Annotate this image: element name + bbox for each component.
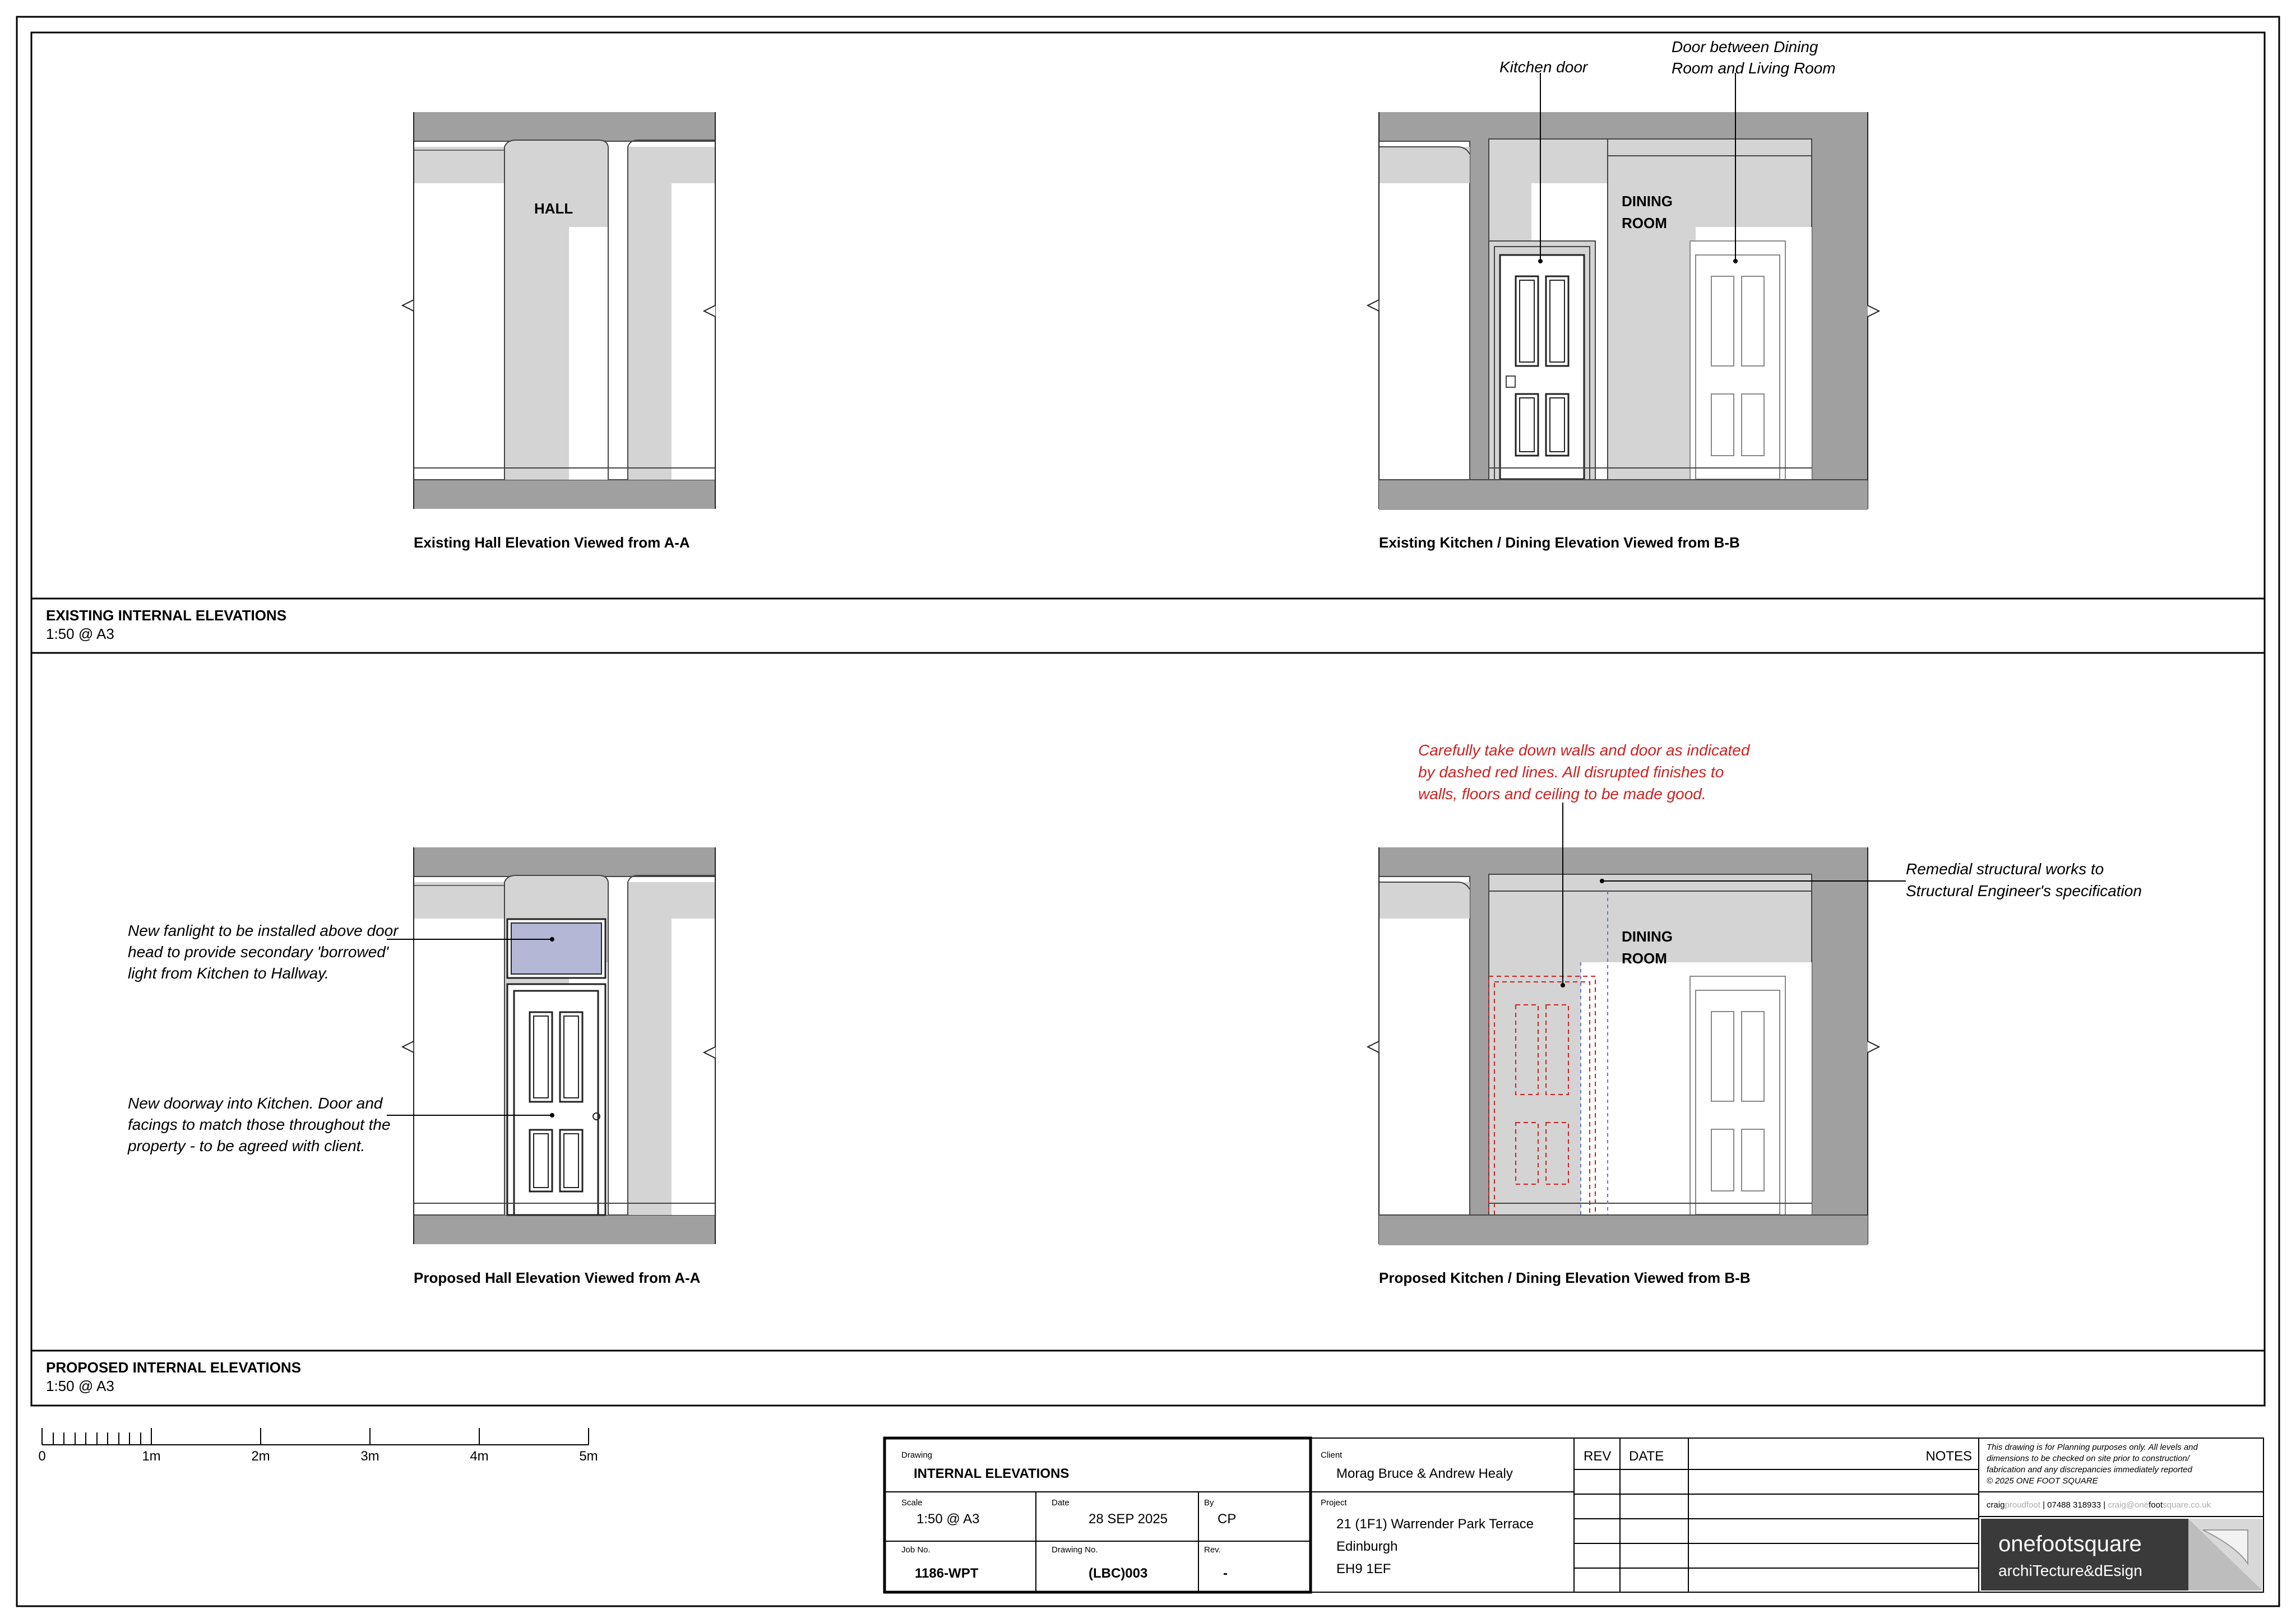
onefootsquare-logo <box>1981 1519 2262 1590</box>
logo-top-text: onefootsquare <box>1998 1532 2142 1556</box>
dining-room-label-1: DINING <box>1622 193 1673 210</box>
disclaimer-4: © 2025 ONE FOOT SQUARE <box>1987 1476 2098 1486</box>
note-doorway-2: facings to match those throughout the <box>128 1116 391 1133</box>
proposed-dining-room-label-2: ROOM <box>1622 950 1667 967</box>
proposed-section-scale: 1:50 @ A3 <box>46 1378 114 1394</box>
scale-label-3: 3m <box>360 1449 379 1464</box>
date-header: DATE <box>1629 1449 1664 1464</box>
note-takedown-3: walls, floors and ceiling to be made good. <box>1418 785 1706 803</box>
existing-kitchen-elevation <box>1368 73 1879 510</box>
note-fanlight-2: head to provide secondary 'borrowed' <box>128 943 389 961</box>
by-label: By <box>1204 1498 1214 1508</box>
scale-label: Scale <box>901 1498 923 1508</box>
proposed-section-title: PROPOSED INTERNAL ELEVATIONS <box>46 1359 302 1376</box>
drawing-title: INTERNAL ELEVATIONS <box>914 1466 1070 1481</box>
existing-hall-caption: Existing Hall Elevation Viewed from A-A <box>414 534 690 551</box>
contact-c: | 07488 318933 | <box>2040 1500 2108 1510</box>
rev-label: Rev. <box>1204 1545 1221 1555</box>
drawing-no-label: Drawing No. <box>1052 1545 1098 1555</box>
date-value: 28 SEP 2025 <box>1089 1511 1168 1527</box>
proposed-kitchen-caption: Proposed Kitchen / Dining Elevation Viewed from B-B <box>1379 1269 1751 1286</box>
scale-value: 1:50 @ A3 <box>916 1511 980 1527</box>
note-structural-2: Structural Engineer's specification <box>1906 882 2142 899</box>
proposed-kitchen-elevation <box>1368 803 1906 1245</box>
logo-bottom-text: archiTecture&dEsign <box>1998 1562 2142 1579</box>
existing-kitchen-caption: Existing Kitchen / Dining Elevation Viewed from B-B <box>1379 534 1740 551</box>
existing-hall-elevation <box>402 112 715 509</box>
disclaimer-3: fabrication and any discrepancies immediately reported <box>1987 1465 2192 1474</box>
rev-header: REV <box>1584 1449 1612 1464</box>
existing-section-scale: 1:50 @ A3 <box>46 625 114 642</box>
sheet-border <box>17 17 2279 1606</box>
job-label: Job No. <box>901 1545 931 1555</box>
scale-label-4: 4m <box>470 1449 489 1464</box>
proposed-hall-elevation <box>387 847 715 1244</box>
dining-room-label-2: ROOM <box>1622 215 1667 231</box>
scale-label-2: 2m <box>251 1449 270 1464</box>
scale-bar <box>42 1428 589 1445</box>
project-line-1: 21 (1F1) Warrender Park Terrace <box>1336 1517 1534 1532</box>
proposed-hall-caption: Proposed Hall Elevation Viewed from A-A <box>414 1269 701 1286</box>
project-line-3: EH9 1EF <box>1336 1561 1391 1576</box>
disclaimer-1: This drawing is for Planning purposes only. All levels and <box>1987 1443 2198 1452</box>
note-doorway-3: property - to be agreed with client. <box>128 1137 365 1154</box>
scale-label-1: 1m <box>142 1449 161 1464</box>
client-value: Morag Bruce & Andrew Healy <box>1336 1466 1513 1481</box>
note-door-between-2: Room and Living Room <box>1672 59 1836 77</box>
scale-label-5: 5m <box>579 1449 598 1464</box>
project-line-2: Edinburgh <box>1336 1539 1398 1554</box>
drawing-no-value: (LBC)003 <box>1089 1566 1148 1581</box>
hall-room-label: HALL <box>534 200 573 217</box>
note-structural-1: Remedial structural works to <box>1906 860 2104 878</box>
client-label: Client <box>1321 1450 1343 1460</box>
contact-f: square.co.uk <box>2163 1500 2211 1510</box>
disclaimer-2: dimensions to be checked on site prior to construction/ <box>1987 1454 2189 1463</box>
note-takedown-2: by dashed red lines. All disrupted finishes to <box>1418 763 1724 781</box>
contact-e: foot <box>2149 1500 2163 1510</box>
notes-header: NOTES <box>1925 1449 1972 1464</box>
project-label: Project <box>1321 1498 1347 1508</box>
date-label: Date <box>1052 1498 1070 1508</box>
contact-a: craig <box>1987 1500 2005 1510</box>
scale-label-0: 0 <box>38 1449 46 1464</box>
contact-d: craig@one <box>2108 1500 2149 1510</box>
contact-line <box>1987 1500 2211 1510</box>
job-value: 1186-WPT <box>915 1566 979 1581</box>
note-fanlight-3: light from Kitchen to Hallway. <box>128 964 329 982</box>
proposed-dining-room-label-1: DINING <box>1622 928 1673 945</box>
contact-b: proudfoot <box>2005 1500 2040 1510</box>
existing-section-title: EXISTING INTERNAL ELEVATIONS <box>46 607 287 624</box>
by-value: CP <box>1218 1511 1237 1527</box>
drawing-label: Drawing <box>901 1450 933 1460</box>
note-doorway-1: New doorway into Kitchen. Door and <box>128 1095 383 1112</box>
note-door-between-1: Door between Dining <box>1672 38 1818 55</box>
rev-value: - <box>1223 1566 1228 1581</box>
note-fanlight-1: New fanlight to be installed above door <box>128 922 399 939</box>
note-kitchen-door: Kitchen door <box>1499 58 1588 76</box>
note-takedown-1: Carefully take down walls and door as indicated <box>1418 741 1750 759</box>
